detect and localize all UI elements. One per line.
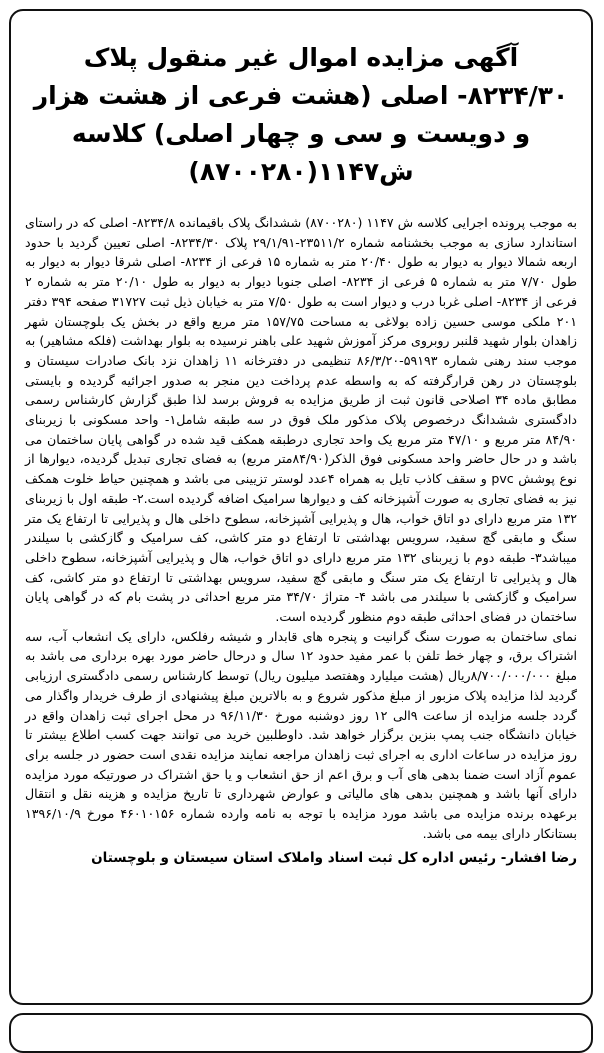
- next-notice-frame: [9, 1013, 593, 1053]
- notice-title: آگهی مزایده اموال غیر منقول پلاک ۸۲۳۴/۳۰- اصلی (هشت فرعی از هشت هزار و دویست و سی و چهار اصلی) کلاسه ش۱۱۴۷(۸۷۰۰۲۸۰): [33, 43, 569, 186]
- notice-frame: [9, 9, 593, 1005]
- notice-signature: رضا افشار- رئیس اداره کل ثبت اسناد واملاک استان سیستان و بلوچستان: [91, 849, 577, 866]
- notice-body: [11, 191, 591, 844]
- notice-paragraph: نمای ساختمان به صورت سنگ گرانیت و پنجره های قابدار و شیشه رفلکس، دارای یک انشعاب آب، سه اشتراک برق، و چهار خط تلفن با عمر مفید حدود ۱۲ سال و درحال حاضر مورد بهره برداری می باشد به مبلغ ۸/۷۰۰/۰۰۰/۰۰۰ریال (هشت میلیارد وهفتصد میلیون ریال) توسط کارشناس رسمی دادگستری ارزیابی گردید لذا مزایده پلاک مزبور از مبلغ مذکور شروع و به بالاترین مبلغ پیشنهادی از طرف خریدار واگذار می گردد جلسه مزایده از ساعت ۹الی ۱۲ روز دوشنبه مورخ ۹۶/۱۱/۳۰ در محل اجرای ثبت زاهدان واقع در خیابان دانشگاه جنب پمپ بنزین برگزار خواهد شد. داوطلبین خرید می توانند جهت کسب اطلاع بیشتر تا روز مزایده در ساعات اداری به اجرای ثبت زاهدان مراجعه نمایند مزایده نقدی است حضور در جلسه برای عموم آزاد است ضمنا بدهی های آب و برق اعم از حق انشعاب و یا حق اشتراک در صورتیکه مورد مزایده دارای آنها باشد و همچنین بدهی های مالیاتی و عوارض شهرداری تا تاریخ مزایده و هزینه نقل و انتقال برعهده برنده مزایده می باشد مورد مزایده با توجه به نامه وارده شماره ۴۶۰۱۰۱۵۶ مورخ ۱۳۹۶/۱۰/۹ بستانکار دارای بیمه می باشد.: [25, 628, 578, 841]
- notice-paragraph: به موجب پرونده اجرایی کلاسه ش ۱۱۴۷ (۸۷۰۰۲۸۰) ششدانگ پلاک باقیمانده ۸۲۳۴/۸- اصلی که در راستای استاندارد سازی به موجب بخشنامه شماره ۲۳۵۱۱/۲-۲۹/۱/۹۱ پلاک ۸۲۳۴/۳۰- اصلی تعیین گردید با حدود اربعه شمالا دیوار به دیوار به طول ۲۰/۴۰ متر به شماره ۱۵ فرعی از ۸۲۳۴- اصلی شرقا دیوار به دیوار به طول ۷/۷۰ متر به شماره ۵ فرعی از ۸۲۳۴- اصلی جنوبا دیوار به دیوار به طول ۲۰/۱۰ متر به شماره ۲ فرعی از ۸۲۳۴- اصلی غربا درب و دیوار است به طول ۷/۵۰ متر به خیابان ذیل ثبت ۳۱۷۲۷ صفحه ۳۹۴ دفتر ۲۰۱ ملکی موسی حسین زاده بولاغی به مساحت ۱۵۷/۷۵ متر مربع واقع در بخش یک بلوچستان شهر زاهدان بلوار شهید قلنبر روبروی مرکز آموزش شهید علی باهنر نرسیده به بلوار بهداشت (فلکه مشاهیر) به موجب سند رهنی شماره ۵۹۱۹۳-۸۶/۳/۲۰ تنظیمی در دفترخانه ۱۱ زاهدان نزد بانک صادرات سیستان و بلوچستان در رهن قرارگرفته که به واسطه عدم پرداخت دین منجر به صدور اجرائیه گردیده و بایستی مطابق ماده ۳۴ اصلاحی قانون ثبت از طریق مزایده به فروش برسد لذا طبق گزارش کارشناس رسمی دادگستری ششدانگ درخصوص پلاک مذکور ملک فوق در سه طبقه شامل۱- واحد مسکونی با زیربنای ۸۴/۹۰ متر مربع و ۴۷/۱۰ متر مربع یک واحد تجاری درطبقه همکف قید شده در گواهی پایان ساختمان می باشد و در حال حاضر واحد مسکونی فوق الذکر(۸۴/۹۰متر مربع) به فضای تجاری تبدیل گردیده، دیوارها از نوع پوشش pvc و سقف کاذب تایل به همراه ۴عدد لوستر تزیینی می باشد و همچنین حیاط خلوت همکف نیز به فضای تجاری به صورت آشپزخانه کف و دیوارها سرامیک اضافه گردیده است.۲- طبقه اول با زیربنای ۱۳۲ متر مربع دارای دو اتاق خواب، هال و پذیرایی آشپزخانه، سطوح داخلی هال و پذیرایی تا ارتفاع یک متر سنگ و مابقی گچ سفید، سرویس بهداشتی تا ارتفاع دو متر کاشی، کف سرامیک و گازکشی با سیلندر میباشد۳- طبقه دوم با زیربنای ۱۳۲ متر مربع دارای دو اتاق خواب، هال و پذیرایی آشپزخانه، سطوح داخلی هال و پذیرایی تا ارتفاع یک متر سنگ و مابقی گچ سفید، سرویس بهداشتی تا ارتفاع دو متر کاشی، کف سرامیک و گازکشی با سیلندر می باشد ۴- متراژ ۳۴/۷۰ متر مربع احداثی در پشت بام که در گواهی پایان ساختمان در فضای احداثی طبقه دوم منظور گردیده است.: [25, 215, 578, 625]
